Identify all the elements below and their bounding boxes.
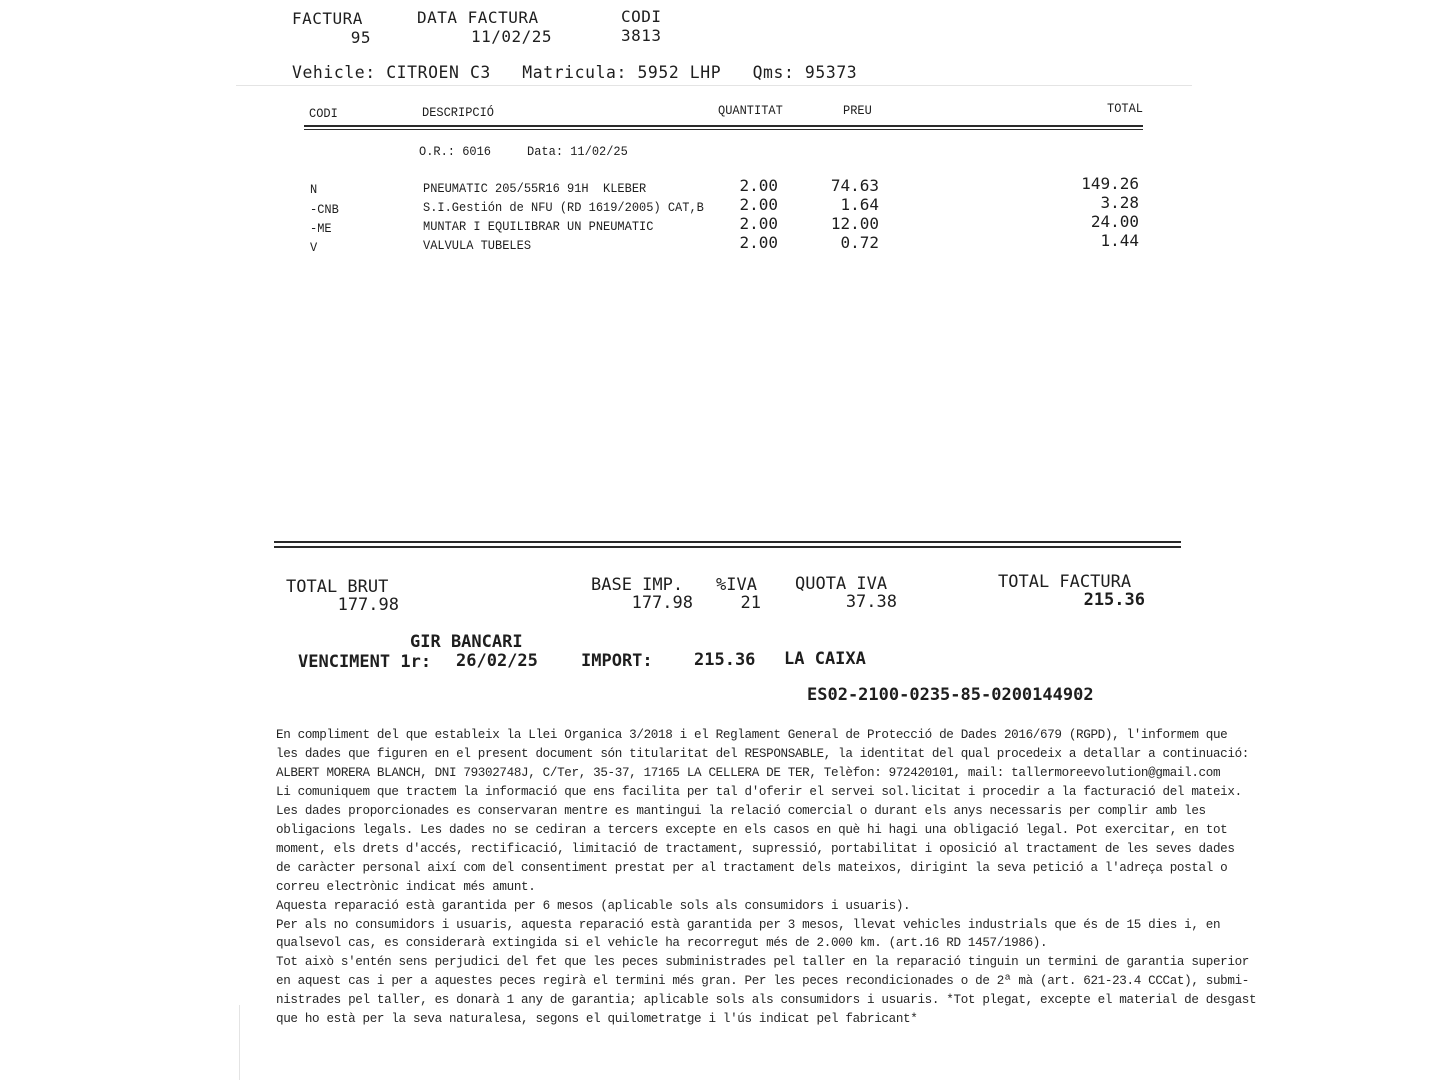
payment-method: GIR BANCARI: [410, 632, 523, 652]
codi-label: CODI: [621, 7, 662, 26]
import-value: 215.36: [694, 650, 756, 670]
row-qty: 2.00: [739, 233, 778, 252]
scan-edge-top: [236, 85, 1192, 86]
order-reference: O.R.: 6016 Data: 11/02/25: [419, 144, 628, 160]
row-price: 74.63: [830, 176, 879, 195]
row-total: 3.28: [1100, 193, 1139, 212]
col-header-descripcio: DESCRIPCIÓ: [422, 105, 495, 121]
row-code: -ME: [310, 221, 332, 237]
row-code: N: [310, 182, 318, 198]
row-code: -CNB: [310, 202, 339, 218]
row-total: 24.00: [1090, 212, 1139, 231]
bank-name: LA CAIXA: [784, 649, 866, 669]
row-qty: 2.00: [739, 176, 778, 195]
row-price: 12.00: [830, 214, 879, 233]
col-header-preu: PREU: [843, 103, 872, 119]
row-price: 1.64: [840, 195, 879, 214]
legal-line: que ho està per la seva naturalesa, segons el quilometratge i l'ús indicat pel fabricant*: [276, 1012, 918, 1027]
legal-line: Les dades proporcionades es conservaran mentre es mantingui la relació comercial o durant els anys necessaris per complir amb les: [276, 803, 1206, 818]
codi-value: 3813: [621, 26, 662, 45]
factura-label: FACTURA: [292, 9, 363, 28]
due-label: VENCIMENT 1r:: [298, 652, 432, 672]
col-header-total: TOTAL: [1107, 101, 1144, 117]
legal-line: les dades que figuren en el present document són titularitat del RESPONSABLE, la identitat del qual procedeix a detallar a continuació:: [276, 746, 1250, 761]
row-qty: 2.00: [739, 214, 778, 233]
totals-rule-top: [274, 541, 1181, 543]
factura-number: 95: [350, 28, 371, 47]
due-date: 26/02/25: [456, 651, 538, 671]
total-factura-value: 215.36: [1083, 590, 1145, 610]
col-header-quantitat: QUANTITAT: [718, 103, 783, 119]
col-header-codi: CODI: [309, 106, 338, 122]
row-price: 0.72: [840, 233, 879, 252]
legal-line: Tot això s'entén sens perjudici del fet que les peces subministrades pel taller en la reparació tinguin un termini de garantia superior: [276, 955, 1250, 970]
totals-rule-bottom: [274, 546, 1181, 548]
iva-percent-label: %IVA: [716, 575, 757, 595]
scan-edge-left: [239, 1005, 240, 1080]
total-brut-value: 177.98: [337, 595, 399, 615]
base-imp-value: 177.98: [631, 593, 693, 613]
total-brut-label: TOTAL BRUT: [286, 577, 389, 597]
legal-notice: [276, 726, 1257, 1029]
legal-line: nistrades pel taller, es donarà 1 any de garantia; aplicable sols als consumidors i usuaris. *Tot plegat, excepte el material de desgast: [276, 993, 1257, 1008]
legal-line: moment, els drets d'accés, rectificació, limitació de tractament, supressió, portabilitat i oposició al tractament de les seves dades: [276, 841, 1235, 856]
quota-iva-label: QUOTA IVA: [795, 574, 888, 594]
legal-line: de caràcter personal així com del consentiment prestat per al tractament dels mateixos, dirigint la seva petició a l'adreça postal o: [276, 860, 1228, 875]
row-total: 1.44: [1100, 231, 1139, 250]
iva-percent-value: 21: [740, 593, 761, 613]
legal-line: obligacions legals. Les dades no se cediran a tercers excepte en els casos en què hi hagi una obligació legal. Pot exercitar, en tot: [276, 822, 1228, 837]
legal-line: En compliment del que estableix la Llei Organica 3/2018 i el Reglament General de Protecció de Dades 2016/679 (RGPD), l'informem que: [276, 728, 1228, 742]
legal-line: en aquest cas i per a aquestes peces regirà el termini més gran. Per les peces recondicionades o de 2ª mà (art. 621-23.4 CCCat), submi-: [276, 974, 1250, 989]
row-description: MUNTAR I EQUILIBRAR UN PNEUMATIC: [423, 219, 654, 235]
legal-line: correu electrònic indicat més amunt.: [276, 879, 536, 894]
data-factura-label: DATA FACTURA: [417, 8, 539, 27]
legal-line: Li comuniquem que tractem la informació que ens facilita per tal d'oferir el servei sol.licitat i procedir a la facturació del mateix.: [276, 784, 1242, 799]
import-label: IMPORT:: [581, 651, 653, 671]
row-total: 149.26: [1081, 174, 1139, 193]
iban: ES02-2100-0235-85-0200144902: [807, 685, 1094, 705]
row-description: S.I.Gestión de NFU (RD 1619/2005) CAT,B: [423, 200, 704, 216]
legal-line: qualsevol cas, es considerarà extingida si el vehicle ha recorregut més de 2.000 km. (art.16 RD 1457/1986).: [276, 936, 1048, 951]
base-imp-label: BASE IMP.: [591, 575, 684, 595]
quota-iva-value: 37.38: [845, 592, 897, 612]
data-factura-value: 11/02/25: [470, 27, 552, 46]
row-qty: 2.00: [739, 195, 778, 214]
row-description: PNEUMATIC 205/55R16 91H KLEBER: [423, 181, 647, 197]
legal-line: Aquesta reparació està garantida per 6 mesos (aplicable sols als consumidors i usuaris).: [276, 898, 911, 913]
legal-line: ALBERT MORERA BLANCH, DNI 79302748J, C/Ter, 35-37, 17165 LA CELLERA DE TER, Telèfon: 972420101, mail: tallermoreevolution@gmail.com: [276, 765, 1221, 780]
header-rule-top: [304, 125, 1143, 127]
header-rule-bottom: [304, 129, 1143, 130]
legal-line: Per als no consumidors i usuaris, aquesta reparació està garantida per 3 mesos, llevat vehicles industrials que és de 15 dies i, en: [276, 917, 1221, 932]
total-factura-label: TOTAL FACTURA: [998, 572, 1132, 592]
row-description: VALVULA TUBELES: [423, 238, 532, 254]
vehicle-line: Vehicle: CITROEN C3 Matricula: 5952 LHP Qms: 95373: [292, 63, 858, 82]
row-code: V: [310, 240, 318, 256]
